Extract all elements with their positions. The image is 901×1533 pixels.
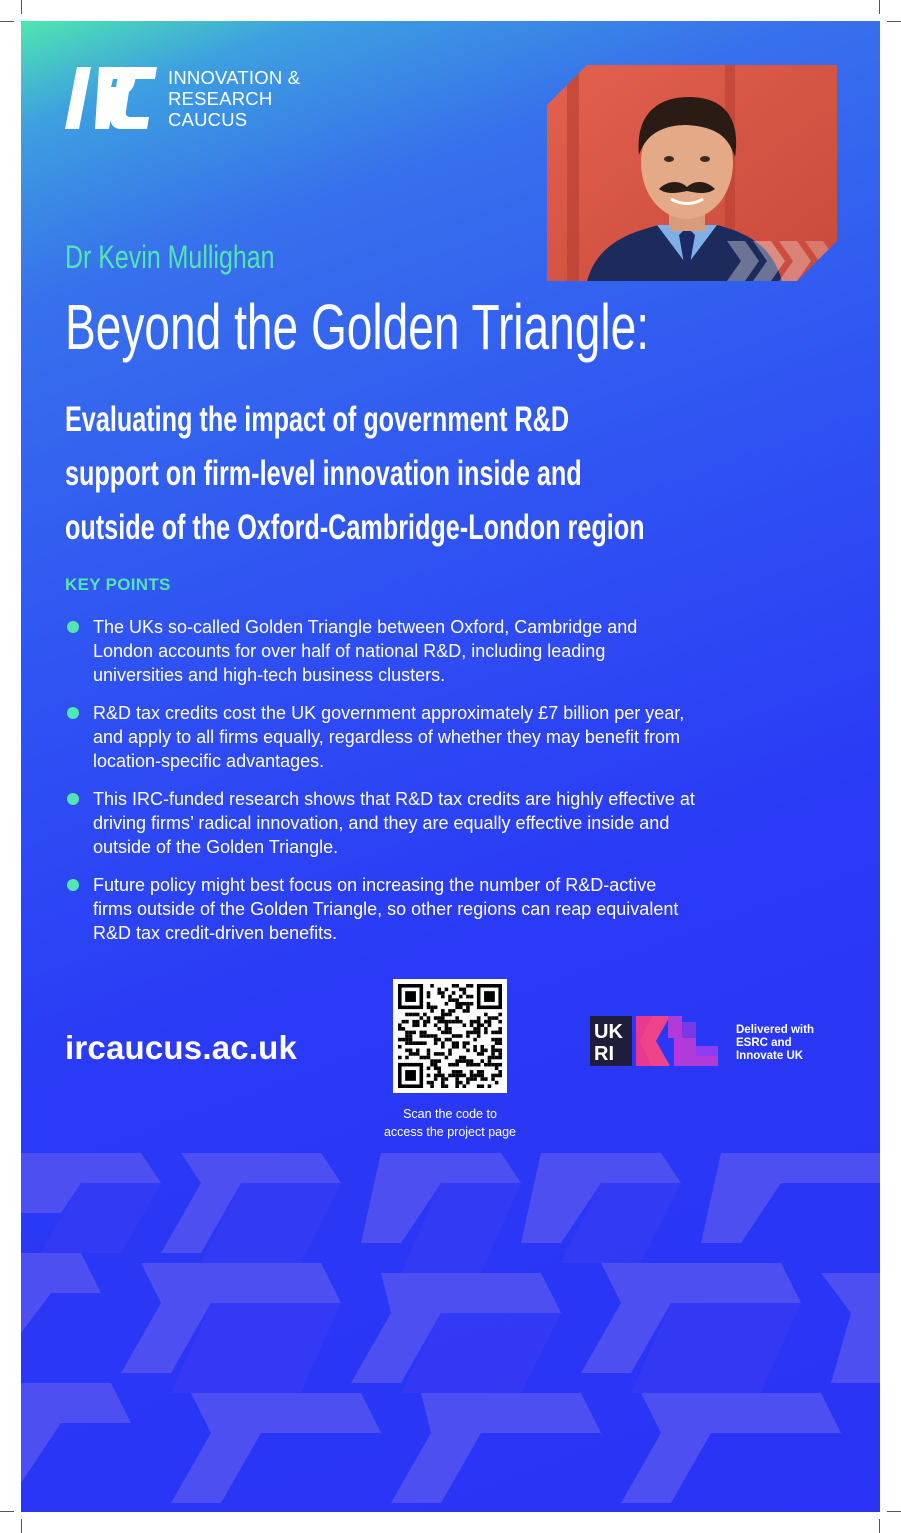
irc-logo xyxy=(65,65,325,135)
ukri-logo xyxy=(590,1016,730,1066)
crop-mark xyxy=(879,0,880,14)
irc-logo-icon xyxy=(65,65,157,131)
qr-caption xyxy=(350,1105,550,1141)
ukri-mark-line: UK xyxy=(594,1021,623,1043)
key-point-item xyxy=(65,701,695,773)
key-points-list xyxy=(65,615,695,959)
subtitle-line: Evaluating the impact of government R&D xyxy=(65,400,570,439)
qr-caption-line: Scan the code to xyxy=(403,1107,497,1121)
ukri-mark-line: RI xyxy=(594,1043,614,1065)
crop-mark xyxy=(879,1519,880,1533)
crop-mark xyxy=(21,0,22,14)
bullet-dot-icon xyxy=(67,621,79,633)
author-photo xyxy=(547,65,837,281)
poster xyxy=(21,21,880,1512)
delivered-line: ESRC and xyxy=(736,1037,792,1049)
key-points-heading: KEY POINTS xyxy=(65,575,171,594)
qr-caption-line: access the project page xyxy=(383,1125,517,1139)
bullet-dot-icon xyxy=(67,707,79,719)
author-name: Dr Kevin Mullighan xyxy=(65,239,275,275)
page-title: Beyond the Golden Triangle: xyxy=(65,291,650,363)
key-point-text: R&D tax credits cost the UK government approximately £7 billion per year, and apply to all firms equally, regardless of whether they may benefit from location-specific advantages. xyxy=(93,703,685,771)
qr-code[interactable] xyxy=(393,979,507,1093)
qr-code-icon xyxy=(398,984,502,1088)
delivered-line: Innovate UK xyxy=(736,1050,804,1062)
bullet-dot-icon xyxy=(67,793,79,805)
delivered-with-text xyxy=(736,1024,814,1063)
crop-mark xyxy=(0,1511,14,1512)
key-point-text: The UKs so-called Golden Triangle between Oxford, Cambridge and London accounts for over half of national R&D, including leading universities and high-tech business clusters. xyxy=(93,617,638,685)
decorative-chevron-pattern xyxy=(21,1153,880,1512)
logo-line: RESEARCH xyxy=(168,88,273,109)
crop-mark xyxy=(887,1511,901,1512)
subtitle xyxy=(65,393,655,555)
logo-wordmark xyxy=(168,67,300,130)
bullet-dot-icon xyxy=(67,879,79,891)
key-point-item xyxy=(65,787,695,859)
logo-line: CAUCUS xyxy=(168,109,248,130)
subtitle-line: outside of the Oxford-Cambridge-London region xyxy=(65,508,645,547)
delivered-line: Delivered with xyxy=(736,1024,814,1036)
subtitle-line: support on firm-level innovation inside and xyxy=(65,454,582,493)
logo-line: INNOVATION & xyxy=(168,67,301,88)
crop-mark xyxy=(0,21,14,22)
key-point-text: Future policy might best focus on increasing the number of R&D-active firms outside of the Golden Triangle, so other regions can reap equivalent R&D tax credit-driven benefits. xyxy=(93,875,679,943)
key-point-item xyxy=(65,873,695,945)
website-link[interactable]: ircaucus.ac.uk xyxy=(65,1029,298,1066)
crop-mark xyxy=(887,21,901,22)
key-point-text: This IRC-funded research shows that R&D tax credits are highly effective at driving firms’ radical innovation, and they are equally effective inside and outside of the Golden Triangle. xyxy=(93,789,695,857)
key-point-item xyxy=(65,615,695,687)
crop-mark xyxy=(21,1519,22,1533)
